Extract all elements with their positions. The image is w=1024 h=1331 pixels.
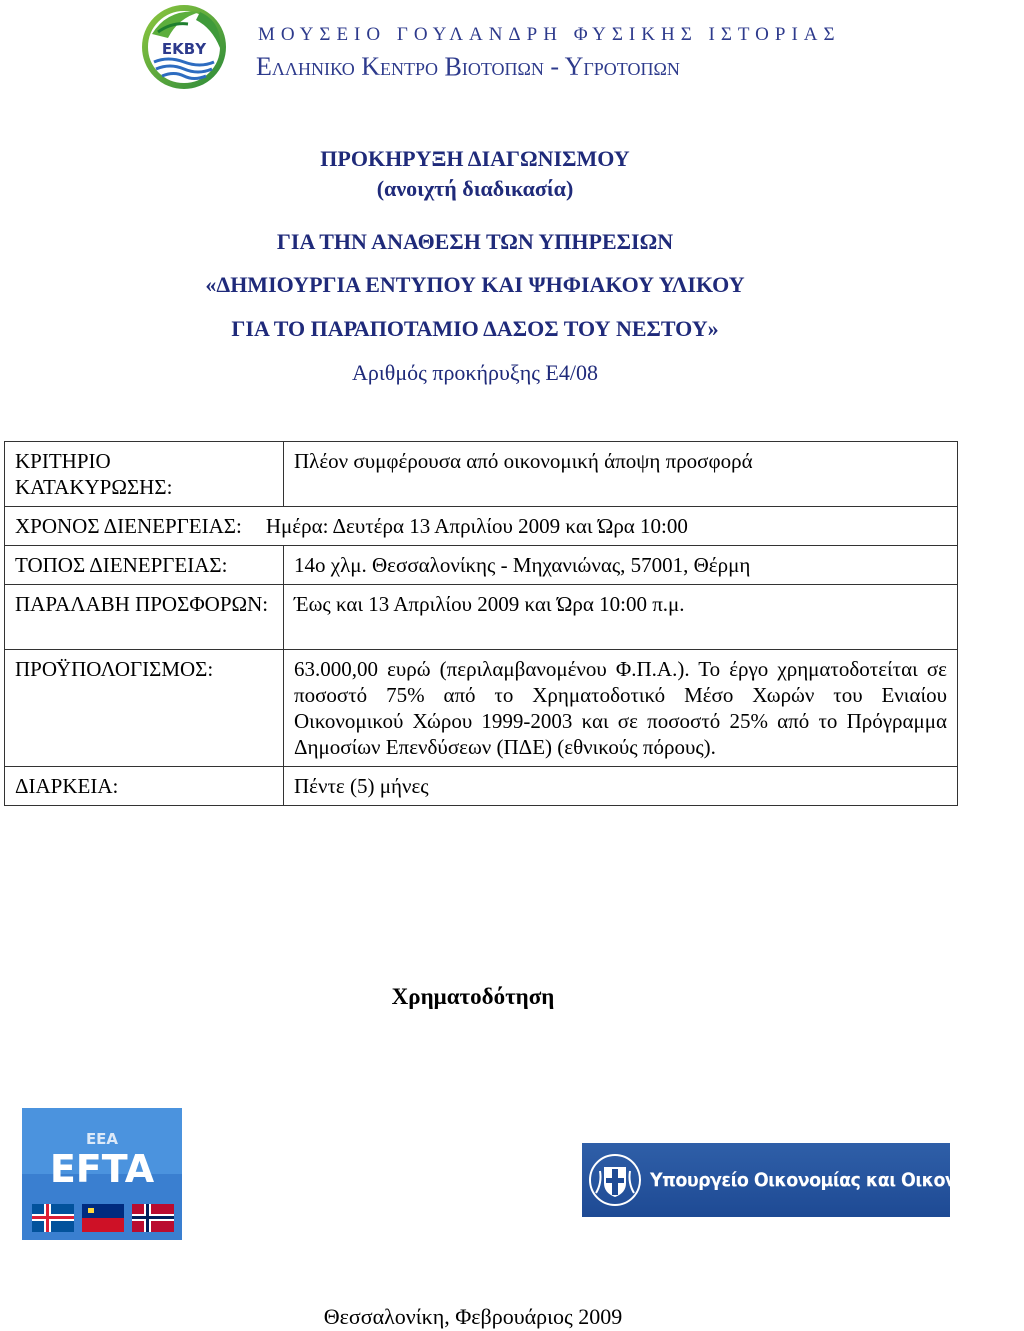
- tender-info-table: [4, 441, 958, 806]
- row-label: ΔΙΑΡΚΕΙΑ:: [5, 767, 284, 806]
- iceland-flag-icon: [32, 1204, 74, 1232]
- greek-emblem-icon: [588, 1153, 642, 1207]
- row-label: ΠΡΟΫΠΟΛΟΓΙΣΜΟΣ:: [5, 650, 284, 767]
- table-row: [5, 546, 958, 585]
- norway-flag-icon: [132, 1204, 174, 1232]
- title-procedure: (ανοιχτή διαδικασία): [376, 176, 574, 201]
- centre-name: Ελληνικο Κεντρο Βιοτοπων - Υγροτοπων: [256, 52, 680, 81]
- funding-heading: Χρηματοδότηση: [391, 984, 555, 1009]
- row-label: ΧΡΟΝΟΣ ΔΙΕΝΕΡΓΕΙΑΣ:: [15, 514, 242, 538]
- table-row: [5, 585, 958, 650]
- row-value: 14ο χλμ. Θεσσαλονίκης - Μηχανιώνας, 57001, Θέρμη: [284, 546, 958, 585]
- logo-text: ΕΚΒΥ: [161, 40, 207, 58]
- row-label: ΤΟΠΟΣ ΔΙΕΝΕΡΓΕΙΑΣ:: [5, 546, 284, 585]
- ekby-logo: [138, 4, 230, 90]
- table-row: [5, 767, 958, 806]
- title-project-2: ΓΙΑ ΤΟ ΠΑΡΑΠΟΤΑΜΙΟ ΔΑΣΟΣ ΤΟΥ ΝΕΣΤΟΥ»: [231, 316, 719, 341]
- row-value: Ημέρα: Δευτέρα 13 Απριλίου 2009 και Ώρα 10:00: [265, 514, 688, 538]
- efta-main-text: EFTA: [49, 1147, 155, 1191]
- table-row: [5, 507, 958, 546]
- title-heading: ΠΡΟΚΗΡΥΞΗ ΔΙΑΓΩΝΙΣΜΟΥ: [320, 146, 630, 171]
- notice-number: Αριθμός προκήρυξης Ε4/08: [352, 360, 598, 385]
- title-services: ΓΙΑ ΤΗΝ ΑΝΑΘΕΣΗ ΤΩΝ ΥΠΗΡΕΣΙΩΝ: [276, 229, 674, 254]
- ministry-name: Υπουργείο Οικονομίας και Οικονομικών: [650, 1169, 1024, 1191]
- table-row: [5, 442, 958, 507]
- title-project-1: «ΔΗΜΙΟΥΡΓΙΑ ΕΝΤΥΠΟΥ ΚΑΙ ΨΗΦΙΑΚΟΥ ΥΛΙΚΟΥ: [205, 272, 745, 297]
- row-label: ΠΑΡΑΛΑΒΗ ΠΡΟΣΦΟΡΩΝ:: [5, 585, 284, 650]
- row-value: Πέντε (5) μήνες: [284, 767, 958, 806]
- eea-efta-logo: [22, 1108, 182, 1240]
- efta-top-text: EEA: [85, 1130, 119, 1148]
- table-row: [5, 650, 958, 767]
- ministry-logo: [582, 1143, 1024, 1217]
- museum-name: ΜΟΥΣΕΙΟ ΓΟΥΛΑΝΔΡΗ ΦΥΣΙΚΗΣ ΙΣΤΟΡΙΑΣ: [258, 24, 841, 45]
- place-date: Θεσσαλονίκη, Φεβρουάριος 2009: [323, 1304, 623, 1329]
- row-value: Πλέον συμφέρουσα από οικονομική άποψη προσφορά: [284, 442, 958, 507]
- liechtenstein-flag-icon: [82, 1204, 124, 1232]
- row-value: Έως και 13 Απριλίου 2009 και Ώρα 10:00 π.μ.: [284, 585, 958, 650]
- row-label: ΚΡΙΤΗΡΙΟ ΚΑΤΑΚΥΡΩΣΗΣ:: [5, 442, 284, 507]
- row-value: 63.000,00 ευρώ (περιλαμβανομένου Φ.Π.Α.). Το έργο χρηματοδοτείται σε ποσοστό 75% από το Χρηματοδοτικό Μέσο Χωρών του Ενιαίου Οικονομικού Χώρου 1999-2003 και σε ποσοστό 25% από το Πρόγραμμα Δημοσίων Επενδύσεων (ΠΔΕ) (εθνικούς πόρους).: [284, 650, 958, 767]
